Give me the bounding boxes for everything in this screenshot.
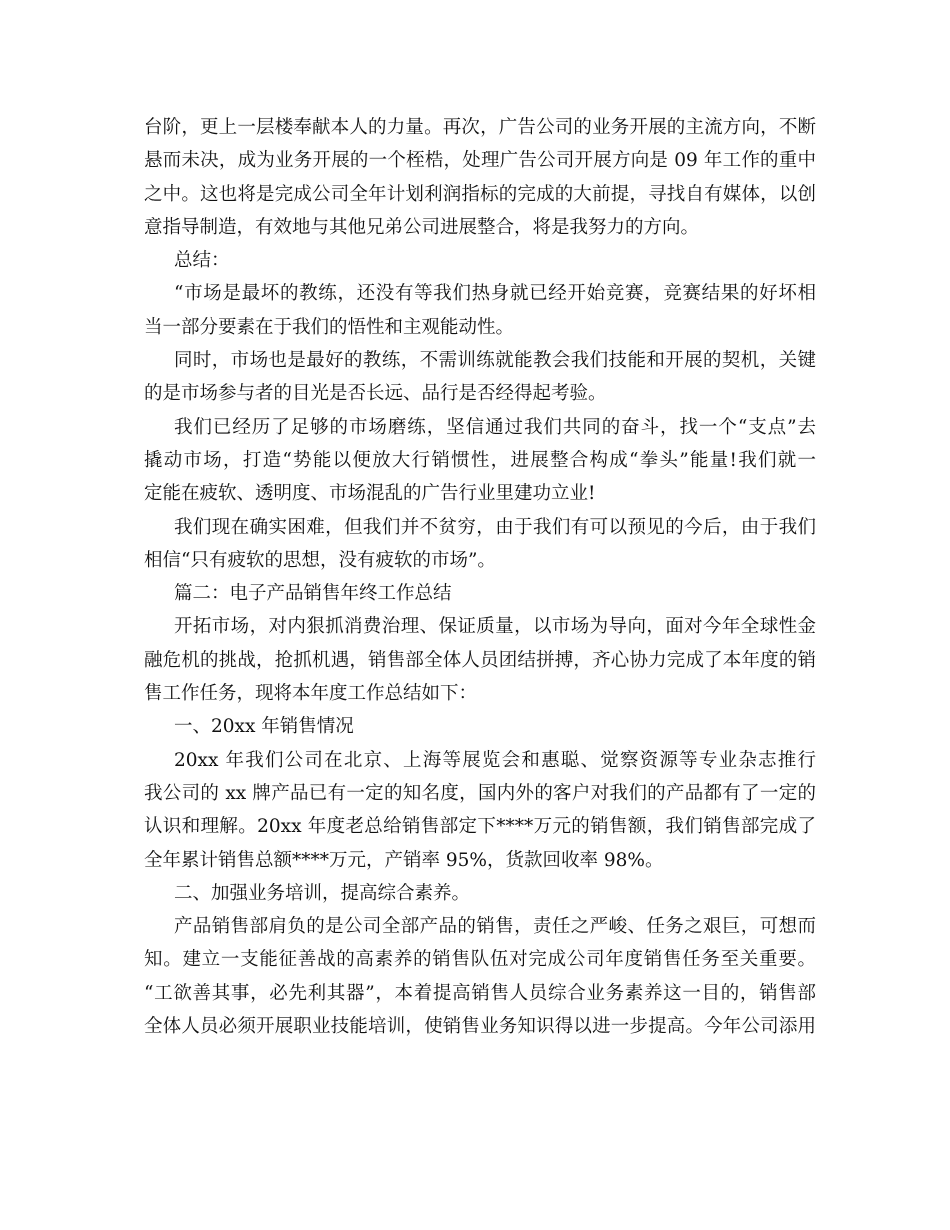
text-line: 全体人员必须开展职业技能培训，使销售业务知识得以进一步提高。今年公司添用 <box>144 1016 816 1038</box>
text-line: 的是市场参与者的目光是否长远、品行是否经得起考验。 <box>144 383 607 405</box>
text-line: 全年累计销售总额****万元，产销率 95%，货款回收率 98%。 <box>144 849 664 871</box>
text-line: 悬而未决，成为业务开展的一个桎梏，处理广告公司开展方向是 09 年工作的重中 <box>144 150 816 172</box>
text-line: 当一部分要素在于我们的悟性和主观能动性。 <box>144 316 515 338</box>
text-line: 认识和理解。20xx 年度老总给销售部定下****万元的销售额，我们销售部完成了 <box>144 816 816 838</box>
document-body <box>144 111 816 1043</box>
text-line: 知。建立一支能征善战的高素养的销售队伍对完成公司年度销售任务至关重要。 <box>144 949 816 971</box>
text-line: 之中。这也将是完成公司全年计划利润指标的完成的大前提，寻找自有媒体，以创 <box>144 183 816 205</box>
text-line: 售工作任务，现将本年度工作总结如下： <box>144 683 478 705</box>
text-line: 相信“只有疲软的思想，没有疲软的市场”。 <box>144 549 496 571</box>
text-line: 我们现在确实困难，但我们并不贫穷，由于我们有可以预见的今后，由于我们 <box>174 516 816 538</box>
text-line: 台阶，更上一层楼奉献本人的力量。再次，广告公司的业务开展的主流方向，不断 <box>144 117 816 138</box>
text-line: 同时，市场也是最好的教练，不需训练就能教会我们技能和开展的契机，关键 <box>174 350 816 372</box>
text-line: 开拓市场，对内狠抓消费治理、保证质量，以市场为导向，面对今年全球性金 <box>174 616 816 638</box>
text-line: 一、20xx 年销售情况 <box>174 716 354 738</box>
text-line: 撬动市场，打造“势能以便放大行销惯性，进展整合构成“拳头”能量!我们就一 <box>144 449 816 471</box>
text-line: 产品销售部肩负的是公司全部产品的销售，责任之严峻、任务之艰巨，可想而 <box>174 916 816 938</box>
text-line: 二、加强业务培训，提高综合素养。 <box>174 882 471 904</box>
text-line: 总结： <box>174 250 230 272</box>
text-line: 我公司的 xx 牌产品已有一定的知名度，国内外的客户对我们的产品都有了一定的 <box>144 782 816 804</box>
text-line: 20xx 年我们公司在北京、上海等展览会和惠聪、觉察资源等专业杂志推行 <box>174 749 816 771</box>
text-line: “市场是最坏的教练，还没有等我们热身就已经开始竞赛，竞赛结果的好坏相 <box>174 283 816 305</box>
text-line: 定能在疲软、透明度、市场混乱的广告行业里建功立业! <box>144 483 596 505</box>
text-line: 篇二：电子产品销售年终工作总结 <box>174 583 452 605</box>
text-line: “工欲善其事，必先利其器”，本着提高销售人员综合业务素养这一目的，销售部 <box>144 982 816 1004</box>
text-line: 融危机的挑战，抢抓机遇，销售部全体人员团结拼搏，齐心协力完成了本年度的销 <box>144 649 816 671</box>
text-line: 我们已经历了足够的市场磨练，坚信通过我们共同的奋斗，找一个“支点”去 <box>174 416 816 438</box>
text-line: 意指导制造，有效地与其他兄弟公司进展整合，将是我努力的方向。 <box>144 216 700 238</box>
